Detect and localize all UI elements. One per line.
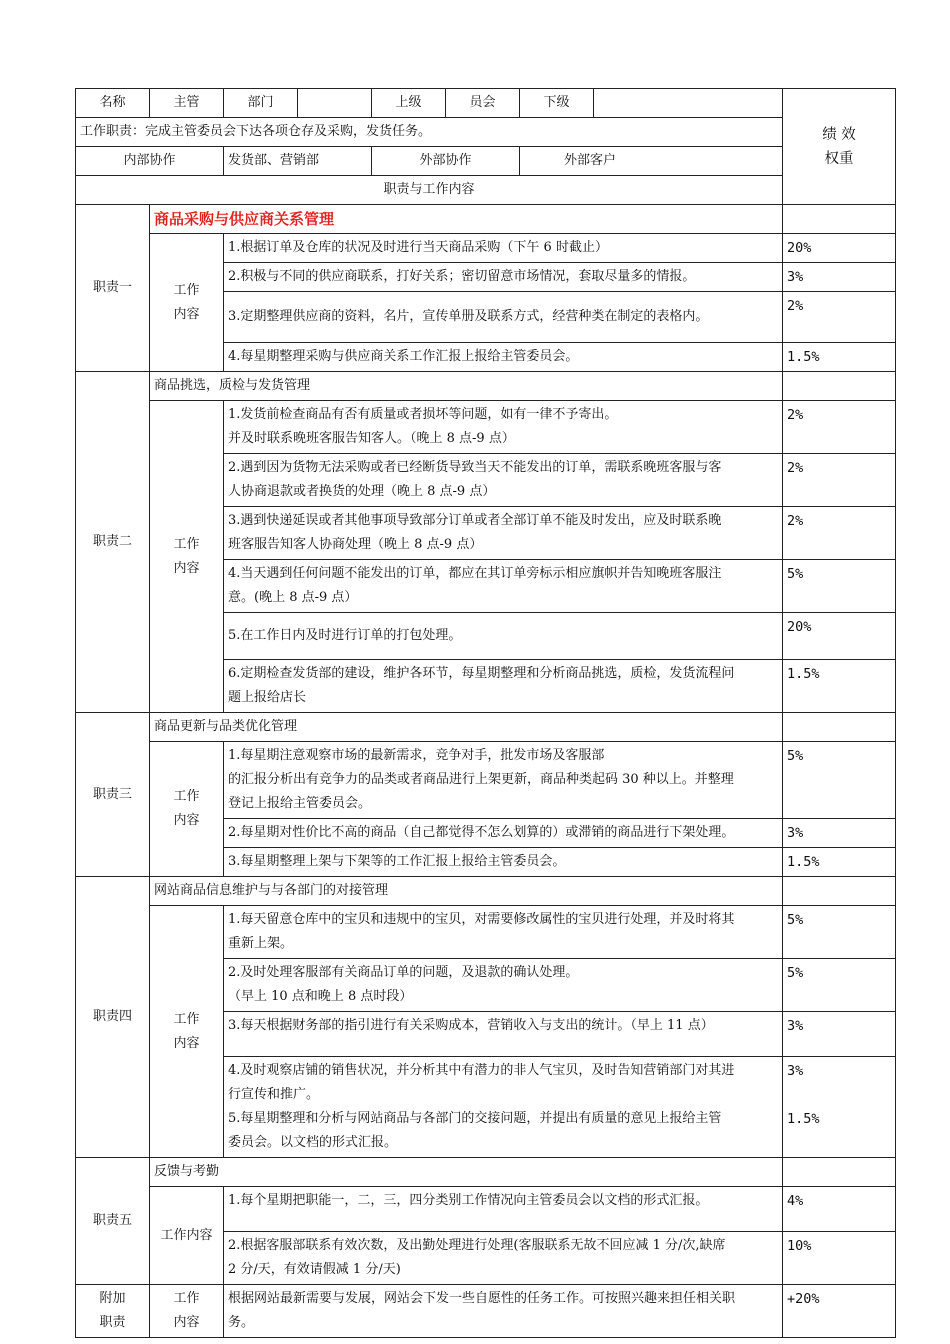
duty-item [224, 507, 783, 560]
dept-label: 部门 [224, 89, 298, 118]
duty-item-line: 1.每个星期把职能一，二，三，四分类别工作情况向主管委员会以文档的形式汇报。 [228, 1193, 709, 1208]
weight-value: 1.5% [783, 848, 896, 877]
duty-item [224, 1232, 783, 1285]
weight-value: 10% [783, 1232, 896, 1285]
duty-item-line: 2.及时处理客服部有关商品订单的问题，及退款的确认处理。 [228, 965, 579, 980]
job-description-table [75, 88, 896, 1338]
work-content-label [150, 906, 224, 1158]
duty-label-line1: 附加 [99, 1291, 126, 1306]
duty-item-line: 4.每星期整理采购与供应商关系工作汇报上报给主管委员会。 [228, 349, 579, 364]
duty-item-line: 的汇报分析出有竞争力的品类或者商品进行上架更新，商品种类起码 30 种以上。并整理 [228, 772, 734, 787]
weight-value: 2% [783, 292, 896, 343]
duty-item-line: 并及时联系晚班客服告知客人。（晚上 8 点-9 点） [228, 431, 515, 446]
duty-item-line: 题上报给店长 [228, 690, 307, 705]
duty-item-line: 班客服告知客人协商处理（晚上 8 点-9 点） [228, 537, 483, 552]
duty-item [224, 401, 783, 454]
duty-item-line: 行宣传和推广。 [228, 1087, 320, 1102]
external-collab-label: 外部协作 [372, 147, 520, 176]
duty-item-line: 2.每星期对性价比不高的商品（自己都觉得不怎么划算的）或滞销的商品进行下架处理。 [228, 825, 735, 840]
work-content-label-line1: 工作 [173, 282, 200, 298]
duty-item-line: 委员会。以文档的形式汇报。 [228, 1135, 398, 1150]
duty-item [224, 1285, 783, 1338]
work-content-label-line2: 内容 [173, 813, 200, 828]
weight-value: 4% [783, 1187, 896, 1232]
duty-item-line: 登记上报给主管委员会。 [228, 796, 372, 811]
weight-spacer [787, 1083, 891, 1107]
work-content-label: 工作内容 [150, 1187, 224, 1285]
weight-value: 2% [783, 507, 896, 560]
duty-item-line: 5.每星期整理和分析与网站商品与各部门的交接问题，并提出有质量的意见上报给主管 [228, 1111, 722, 1126]
work-content-label-line2: 内容 [173, 1315, 200, 1330]
duty-item-line: 5.在工作日内及时进行订单的打包处理。 [228, 628, 462, 643]
duty-item-line: 4.当天遇到任何问题不能发出的订单，都应在其订单旁标示相应旗帜并告知晚班客服注 [228, 566, 722, 581]
weight-header-line1: 绩 效 [822, 126, 856, 143]
duty-item-line: 1.发货前检查商品有否有质量或者损坏等问题，如有一律不予寄出。 [228, 407, 618, 422]
work-content-label [150, 742, 224, 877]
superior-value: 员会 [446, 89, 520, 118]
duty-item [224, 454, 783, 507]
duty-item-line: 人协商退款或者换货的处理（晚上 8 点-9 点） [228, 484, 496, 499]
duty-label: 职责一 [76, 205, 150, 372]
duty-item-line: 2.遇到因为货物无法采购或者已经断货导致当天不能发出的订单，需联系晚班客服与客 [228, 460, 722, 475]
duty-statement: 工作职责：完成主管委员会下达各项仓存及采购，发货任务。 [76, 118, 783, 147]
work-content-label [150, 401, 224, 713]
weight-cell-empty [783, 372, 896, 401]
subordinate-label: 下级 [520, 89, 594, 118]
work-content-label-line2: 内容 [173, 306, 200, 322]
duty-label: 职责三 [76, 713, 150, 877]
duty-title: 商品挑选，质检与发货管理 [150, 372, 783, 401]
duty-item [224, 613, 783, 660]
duty-item-line: 3.每天根据财务部的指引进行有关采购成本，营销收入与支出的统计。（早上 11 点） [228, 1018, 714, 1033]
duty-item [224, 959, 783, 1012]
duty-item [224, 560, 783, 613]
duty-title: 商品采购与供应商关系管理 [150, 205, 783, 234]
duty-item-line: 2.根据客服部联系有效次数，及出勤处理进行处理(客服联系无故不回应减 1 分/次,缺席 [228, 1238, 726, 1253]
weight-value: 20% [783, 613, 896, 660]
weight-cell-empty [783, 205, 896, 234]
duty-title: 反馈与考勤 [150, 1158, 783, 1187]
work-content-label-line1: 工作 [173, 1291, 200, 1306]
duty-item-line: 1.每天留意仓库中的宝贝和违规中的宝贝，对需要修改属性的宝贝进行处理，并及时将其 [228, 912, 735, 927]
weight-value: 5% [783, 906, 896, 959]
duty-item [224, 292, 783, 343]
duty-item-line: 3.遇到快递延误或者其他事项导致部分订单或者全部订单不能及时发出，应及时联系晚 [228, 513, 722, 528]
duty-title: 商品更新与品类优化管理 [150, 713, 783, 742]
weight-header-line2: 权重 [824, 150, 854, 167]
duty-label: 职责二 [76, 372, 150, 713]
duty-item-line: 意。(晚上 8 点-9 点） [228, 590, 358, 605]
duty-item-line: 1.每星期注意观察市场的最新需求，竞争对手，批发市场及客服部 [228, 748, 605, 763]
weight-value: 5% [783, 560, 896, 613]
duty-item-line: 2 分/天，有效请假减 1 分/天) [228, 1262, 401, 1277]
work-content-label-line2: 内容 [173, 1035, 200, 1051]
duty-item [224, 343, 783, 372]
internal-collab-label: 内部协作 [76, 147, 224, 176]
work-content-label-line1: 工作 [173, 789, 200, 804]
work-content-label [150, 234, 224, 372]
section-title: 职责与工作内容 [76, 176, 783, 205]
duty-item [224, 848, 783, 877]
duty-item [224, 234, 783, 263]
weight-value: +20% [783, 1285, 896, 1338]
work-content-label [150, 1285, 224, 1338]
duty-item [224, 660, 783, 713]
dept-value [298, 89, 372, 118]
weight-value: 1.5% [783, 343, 896, 372]
weight-value: 20% [783, 234, 896, 263]
duty-label-line2: 职责 [99, 1315, 126, 1330]
weight-value: 1.5% [783, 660, 896, 713]
duty-label: 职责四 [76, 877, 150, 1158]
weight-value: 5% [783, 742, 896, 819]
weight-cell-empty [783, 713, 896, 742]
weight-value: 3% [783, 1012, 896, 1057]
duty-item-line: 1.根据订单及仓库的状况及时进行当天商品采购（下午 6 时截止） [228, 240, 608, 255]
weight-value: 3% [783, 263, 896, 292]
duty-item [224, 1012, 783, 1057]
name-label: 名称 [76, 89, 150, 118]
duty-item-line: 4.及时观察店铺的销售状况，并分析其中有潜力的非人气宝贝，及时告知营销部门对其进 [228, 1063, 735, 1078]
subordinate-value [594, 89, 783, 118]
duty-item-line: 2.积极与不同的供应商联系，打好关系；密切留意市场情况，套取尽量多的情报。 [228, 269, 696, 284]
duty-item-line: 6.定期检查发货部的建设，维护各环节，每星期整理和分析商品挑选，质检，发货流程问 [228, 666, 735, 681]
duty-item-line: （早上 10 点和晚上 8 点时段） [228, 989, 413, 1004]
duty-item-line: 3.每星期整理上架与下架等的工作汇报上报给主管委员会。 [228, 854, 566, 869]
weight-header [783, 89, 896, 205]
duty-item [224, 1187, 783, 1232]
weight-cell-empty [783, 877, 896, 906]
duty-item [224, 1057, 783, 1158]
weight-cell-empty [783, 1158, 896, 1187]
weight-value: 2% [783, 401, 896, 454]
internal-collab-value: 发货部、营销部 [224, 147, 372, 176]
weight-value: 3% [783, 819, 896, 848]
name-value: 主管 [150, 89, 224, 118]
duty-item-line: 重新上架。 [228, 936, 294, 951]
weight-value-line: 3% [787, 1063, 804, 1079]
duty-label: 职责五 [76, 1158, 150, 1285]
weight-value [783, 1057, 896, 1158]
duty-item [224, 819, 783, 848]
duty-label [76, 1285, 150, 1338]
weight-value: 5% [783, 959, 896, 1012]
superior-label: 上级 [372, 89, 446, 118]
work-content-label-line1: 工作 [173, 1011, 200, 1027]
duty-item-line: 3.定期整理供应商的资料，名片，宣传单册及联系方式，经营种类在制定的表格内。 [228, 309, 709, 324]
duty-item [224, 742, 783, 819]
duty-item-line: 根据网站最新需要与发展，网站会下发一些自愿性的任务工作。可按照兴趣来担任相关职 [228, 1291, 736, 1306]
duty-item-line: 务。 [228, 1315, 255, 1330]
external-collab-value: 外部客户 [520, 147, 783, 176]
weight-value-line: 1.5% [787, 1111, 820, 1127]
work-content-label-line2: 内容 [173, 560, 200, 576]
duty-title: 网站商品信息维护与与各部门的对接管理 [150, 877, 783, 906]
duty-item [224, 263, 783, 292]
work-content-label-line1: 工作 [173, 536, 200, 552]
weight-value: 2% [783, 454, 896, 507]
duty-item [224, 906, 783, 959]
